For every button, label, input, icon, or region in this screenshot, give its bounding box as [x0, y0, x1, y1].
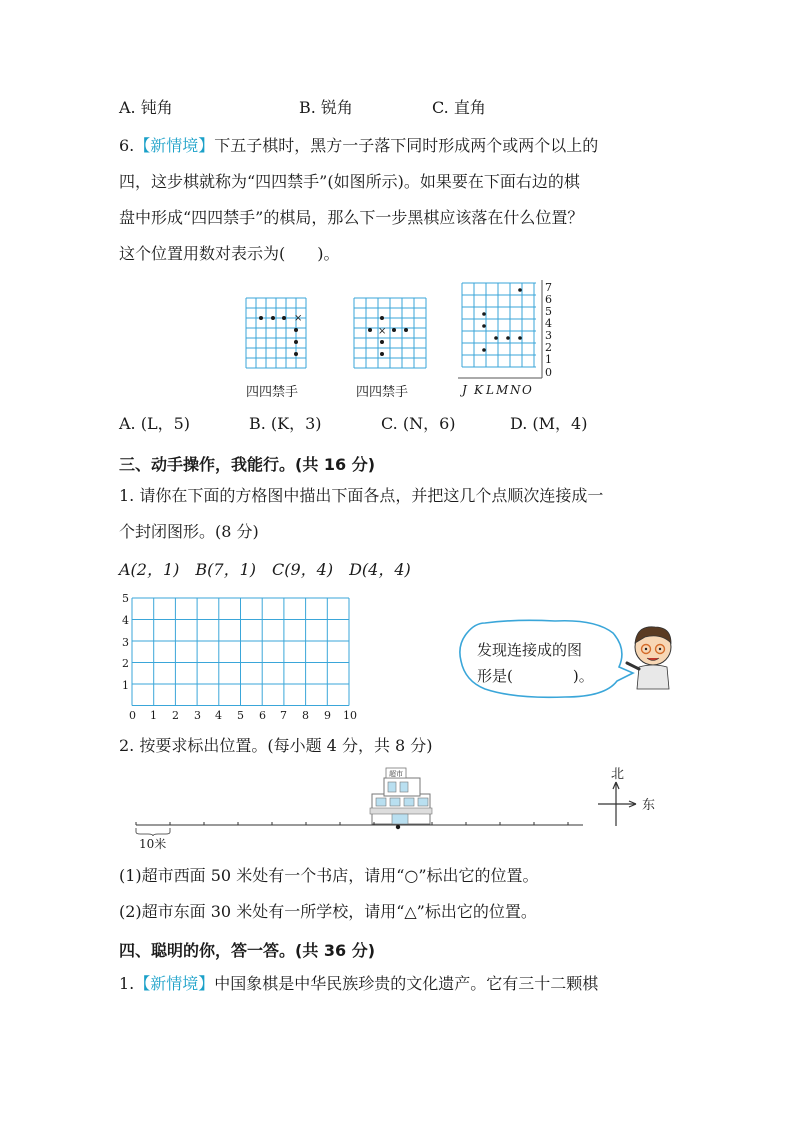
svg-text:7: 7: [280, 709, 287, 722]
svg-text:7: 7: [545, 281, 552, 294]
option-b: B. 锐角: [299, 98, 353, 117]
svg-text:3: 3: [194, 709, 201, 722]
svg-text:N: N: [510, 383, 521, 397]
s4q1-number: 1.: [119, 974, 135, 993]
svg-text:4: 4: [545, 317, 552, 330]
compass-icon: [598, 782, 636, 826]
svg-text:4: 4: [215, 709, 222, 722]
s3q1-line1: 1. 请你在下面的方格图中描出下面各点，并把这几个点顺次连接成一: [119, 486, 604, 505]
q6-option-c: C. (N，6): [381, 414, 456, 433]
number-line-diagram: [128, 764, 678, 860]
svg-text:3: 3: [545, 329, 552, 342]
bubble-line2: 形是( )。: [477, 667, 594, 685]
board-2-cross-mark: ×: [378, 326, 387, 337]
s3q1-line2: 个封闭图形。(8 分): [119, 522, 259, 541]
svg-text:2: 2: [122, 657, 129, 670]
coordinate-grid: [118, 592, 368, 724]
gomoku-board-1: [246, 298, 306, 368]
svg-text:5: 5: [237, 709, 244, 722]
svg-text:K: K: [474, 383, 483, 397]
s3q1-points: A(2，1) B(7，1) C(9，4) D(4，4): [119, 560, 411, 579]
s4q1-text: 中国象棋是中华民族珍贵的文化遗产。它有三十二颗棋: [214, 974, 599, 993]
scale-label: 10米: [139, 837, 167, 851]
svg-text:4: 4: [122, 614, 129, 627]
svg-text:2: 2: [545, 341, 552, 354]
svg-text:2: 2: [172, 709, 179, 722]
north-label: 北: [611, 767, 625, 782]
svg-text:1: 1: [545, 353, 552, 366]
board-1-stones: [259, 316, 298, 356]
new-context-tag-2: 【新情境】: [134, 974, 215, 993]
svg-text:L: L: [486, 383, 494, 397]
s3q2-sub1: (1)超市西面 50 米处有一个书店，请用“○”标出它的位置。: [119, 866, 539, 885]
q6-line2: 四，这步棋就称为“四四禁手”(如图所示)。如果要在下面右边的棋: [119, 172, 580, 191]
svg-text:M: M: [496, 383, 509, 397]
q6-option-d: D. (M，4): [510, 414, 588, 433]
option-a: A. 钝角: [119, 98, 173, 117]
svg-text:5: 5: [122, 592, 129, 605]
gomoku-caption-1: 四四禁手: [246, 385, 299, 400]
board-3-row-labels: [545, 281, 552, 379]
boy-illustration: [627, 627, 671, 689]
speech-bubble: [455, 615, 685, 705]
gomoku-figures: [236, 278, 596, 408]
s3q2-sub2: (2)超市东面 30 米处有一所学校，请用“△”标出它的位置。: [119, 902, 537, 921]
svg-text:10: 10: [343, 709, 357, 722]
svg-text:0: 0: [129, 709, 136, 722]
gomoku-board-2: [354, 298, 426, 368]
svg-text:O: O: [522, 383, 532, 397]
svg-text:0: 0: [545, 366, 552, 379]
board-1-cross-mark: ×: [294, 313, 303, 324]
q6-line1: [119, 136, 598, 156]
new-context-tag: 【新情境】: [134, 136, 215, 155]
supermarket-point: [396, 825, 400, 829]
q6-line3: 盘中形成“四四禁手”的棋局，那么下一步黑棋应该落在什么位置？: [119, 208, 584, 227]
supermarket-building: [370, 768, 432, 824]
svg-text:1: 1: [122, 679, 129, 692]
east-label: 东: [642, 798, 656, 813]
board-3-stones: [482, 288, 522, 352]
option-c: C. 直角: [432, 98, 486, 117]
scale-brace: [136, 828, 170, 836]
svg-text:J: J: [462, 383, 467, 397]
svg-text:6: 6: [259, 709, 266, 722]
svg-text:8: 8: [302, 709, 309, 722]
section-4-title: 四、聪明的你，答一答。(共 36 分): [119, 941, 376, 960]
grid-y-labels: [122, 592, 129, 692]
q6-option-b: B. (K，3): [249, 414, 322, 433]
gomoku-board-3: [462, 283, 536, 367]
board-3-col-labels: [459, 383, 532, 397]
bubble-line1: 发现连接成的图: [477, 641, 583, 659]
q6-number: 6.: [119, 136, 135, 155]
q6-text: 下五子棋时，黑方一子落下同时形成两个或两个以上的: [214, 136, 599, 155]
s3q2-title: 2. 按要求标出位置。(每小题 4 分，共 8 分): [119, 736, 433, 755]
svg-text:5: 5: [545, 305, 552, 318]
grid-x-labels: [129, 709, 357, 722]
q6-option-a: A. (L，5): [119, 414, 191, 433]
svg-text:1: 1: [150, 709, 157, 722]
svg-text:9: 9: [324, 709, 331, 722]
svg-text:6: 6: [545, 293, 552, 306]
q6-line4: 这个位置用数对表示为( )。: [119, 244, 340, 263]
s4q1-line1: [119, 974, 598, 994]
store-sign: 超市: [389, 770, 403, 778]
gomoku-caption-2: 四四禁手: [356, 385, 409, 400]
svg-text:3: 3: [122, 636, 129, 649]
section-3-title: 三、动手操作，我能行。(共 16 分): [119, 455, 376, 474]
